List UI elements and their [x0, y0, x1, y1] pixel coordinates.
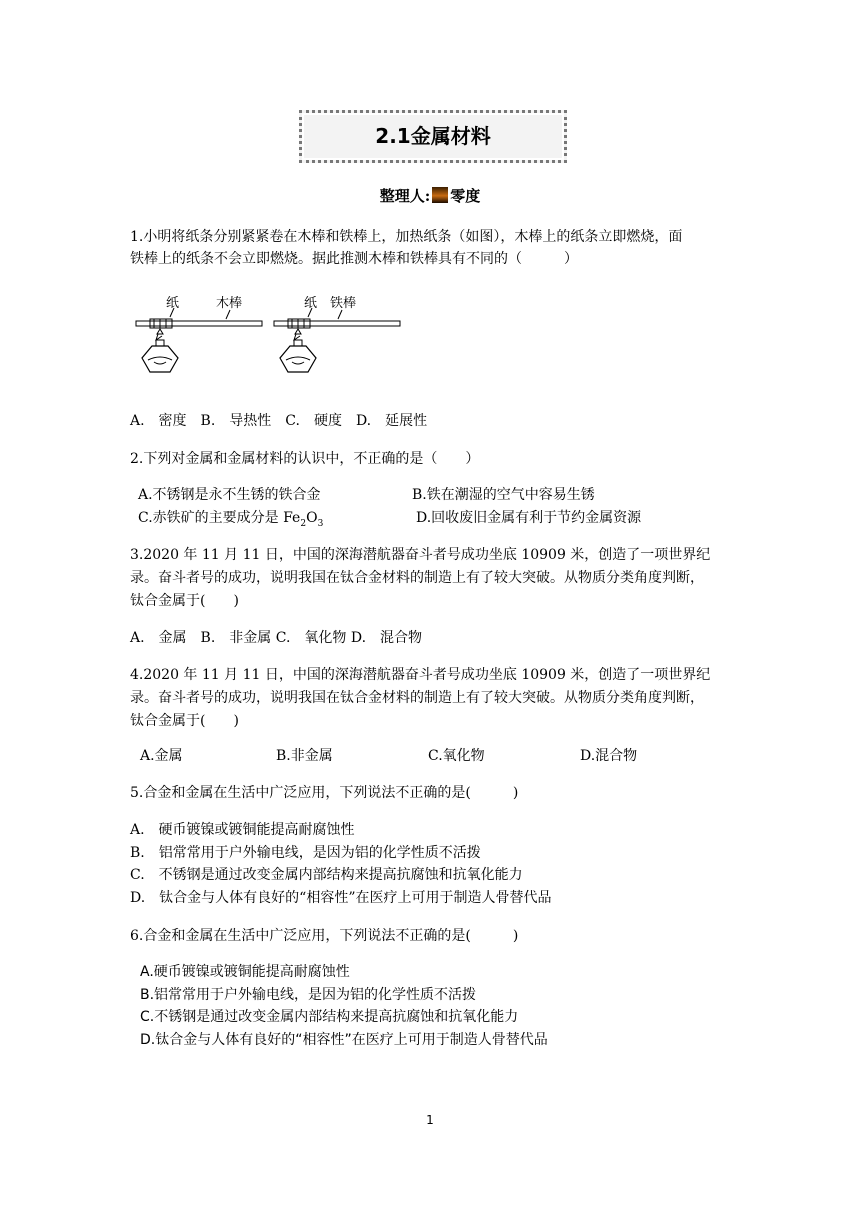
q5-stem: 5.合金和金属在生活中广泛应用，下列说法不正确的是( )	[130, 785, 519, 801]
q2-option-c: C.赤铁矿的主要成分是 $Fe_2O_3$	[138, 510, 324, 529]
q2-option-d: D.回收废旧金属有利于节约金属资源	[416, 510, 642, 526]
q4-option-b: B.非金属	[276, 748, 333, 764]
q6-option-a: A.硬币镀镍或镀铜能提高耐腐蚀性	[140, 964, 350, 980]
q3-options: A. 金属 B. 非金属 C. 氧化物 D. 混合物	[130, 630, 423, 646]
q6-stem: 6.合金和金属在生活中广泛应用，下列说法不正确的是( )	[130, 928, 519, 944]
q3-line2: 录。奋斗者号的成功，说明我国在钛合金材料的制造上有了较大突破。从物质分类角度判断，	[130, 570, 704, 586]
label-iron-rod: 铁棒	[330, 296, 357, 311]
q5-option-a: A. 硬币镀镍或镀铜能提高耐腐蚀性	[130, 822, 355, 838]
q2-option-b: B.铁在潮湿的空气中容易生锈	[412, 487, 595, 503]
q6-option-b: B.铝常常用于户外输电线，是因为铝的化学性质不活拨	[140, 987, 477, 1003]
q2-option-a: A.不锈钢是永不生锈的铁合金	[138, 487, 321, 503]
q1-line2: 铁棒上的纸条不会立即燃烧。据此推测木棒和铁棒具有不同的（ ）	[130, 251, 578, 267]
author-avatar-icon	[432, 187, 448, 203]
q6-option-c: C.不锈钢是通过改变金属内部结构来提高抗腐蚀和抗氧化能力	[140, 1009, 519, 1025]
author-name: 零度	[450, 187, 481, 205]
q5-option-b: B. 铝常常用于户外输电线，是因为铝的化学性质不活拨	[130, 845, 481, 861]
q4-line3: 钛合金属于( )	[130, 713, 239, 729]
author-prefix: 整理人:	[379, 187, 431, 205]
page-number: 1	[426, 1113, 434, 1127]
q1-figure	[130, 296, 410, 380]
label-paper-left: 纸	[166, 296, 180, 311]
q4-option-c: C.氧化物	[428, 748, 485, 764]
q4-line2: 录。奋斗者号的成功，说明我国在钛合金材料的制造上有了较大突破。从物质分类角度判断，	[130, 690, 704, 706]
q1-options: A. 密度 B. 导热性 C. 硬度 D. 延展性	[130, 413, 428, 429]
q3-line1: 3.2020 年 11 月 11 日，中国的深海潜航器奋斗者号成功坐底 10909 米，创造了一项世界纪	[130, 547, 711, 563]
q6-option-d: D.钛合金与人体有良好的“相容性”在医疗上可用于制造人骨替代品	[140, 1032, 548, 1048]
iron-rod-setup	[274, 296, 400, 372]
q4-line1: 4.2020 年 11 月 11 日，中国的深海潜航器奋斗者号成功坐底 10909 米，创造了一项世界纪	[130, 667, 711, 683]
author-line	[0, 185, 860, 206]
q2-stem: 2.下列对金属和金属材料的认识中，不正确的是（ ）	[130, 451, 480, 467]
q4-option-a: A.金属	[140, 748, 183, 764]
q4-option-d: D.混合物	[580, 748, 638, 764]
page-title: 2.1金属材料	[375, 124, 491, 148]
title-box	[299, 110, 567, 163]
label-paper-right: 纸	[304, 296, 318, 311]
q1-line1: 1.小明将纸条分别紧紧卷在木棒和铁棒上，加热纸条（如图），木棒上的纸条立即燃烧，面	[130, 229, 683, 245]
q5-option-d: D. 钛合金与人体有良好的“相容性”在医疗上可用于制造人骨替代品	[130, 890, 552, 906]
wood-rod-setup	[136, 296, 262, 372]
q5-option-c: C. 不锈钢是通过改变金属内部结构来提高抗腐蚀和抗氧化能力	[130, 867, 523, 883]
q3-line3: 钛合金属于( )	[130, 593, 239, 609]
label-wood-rod: 木棒	[216, 296, 243, 311]
